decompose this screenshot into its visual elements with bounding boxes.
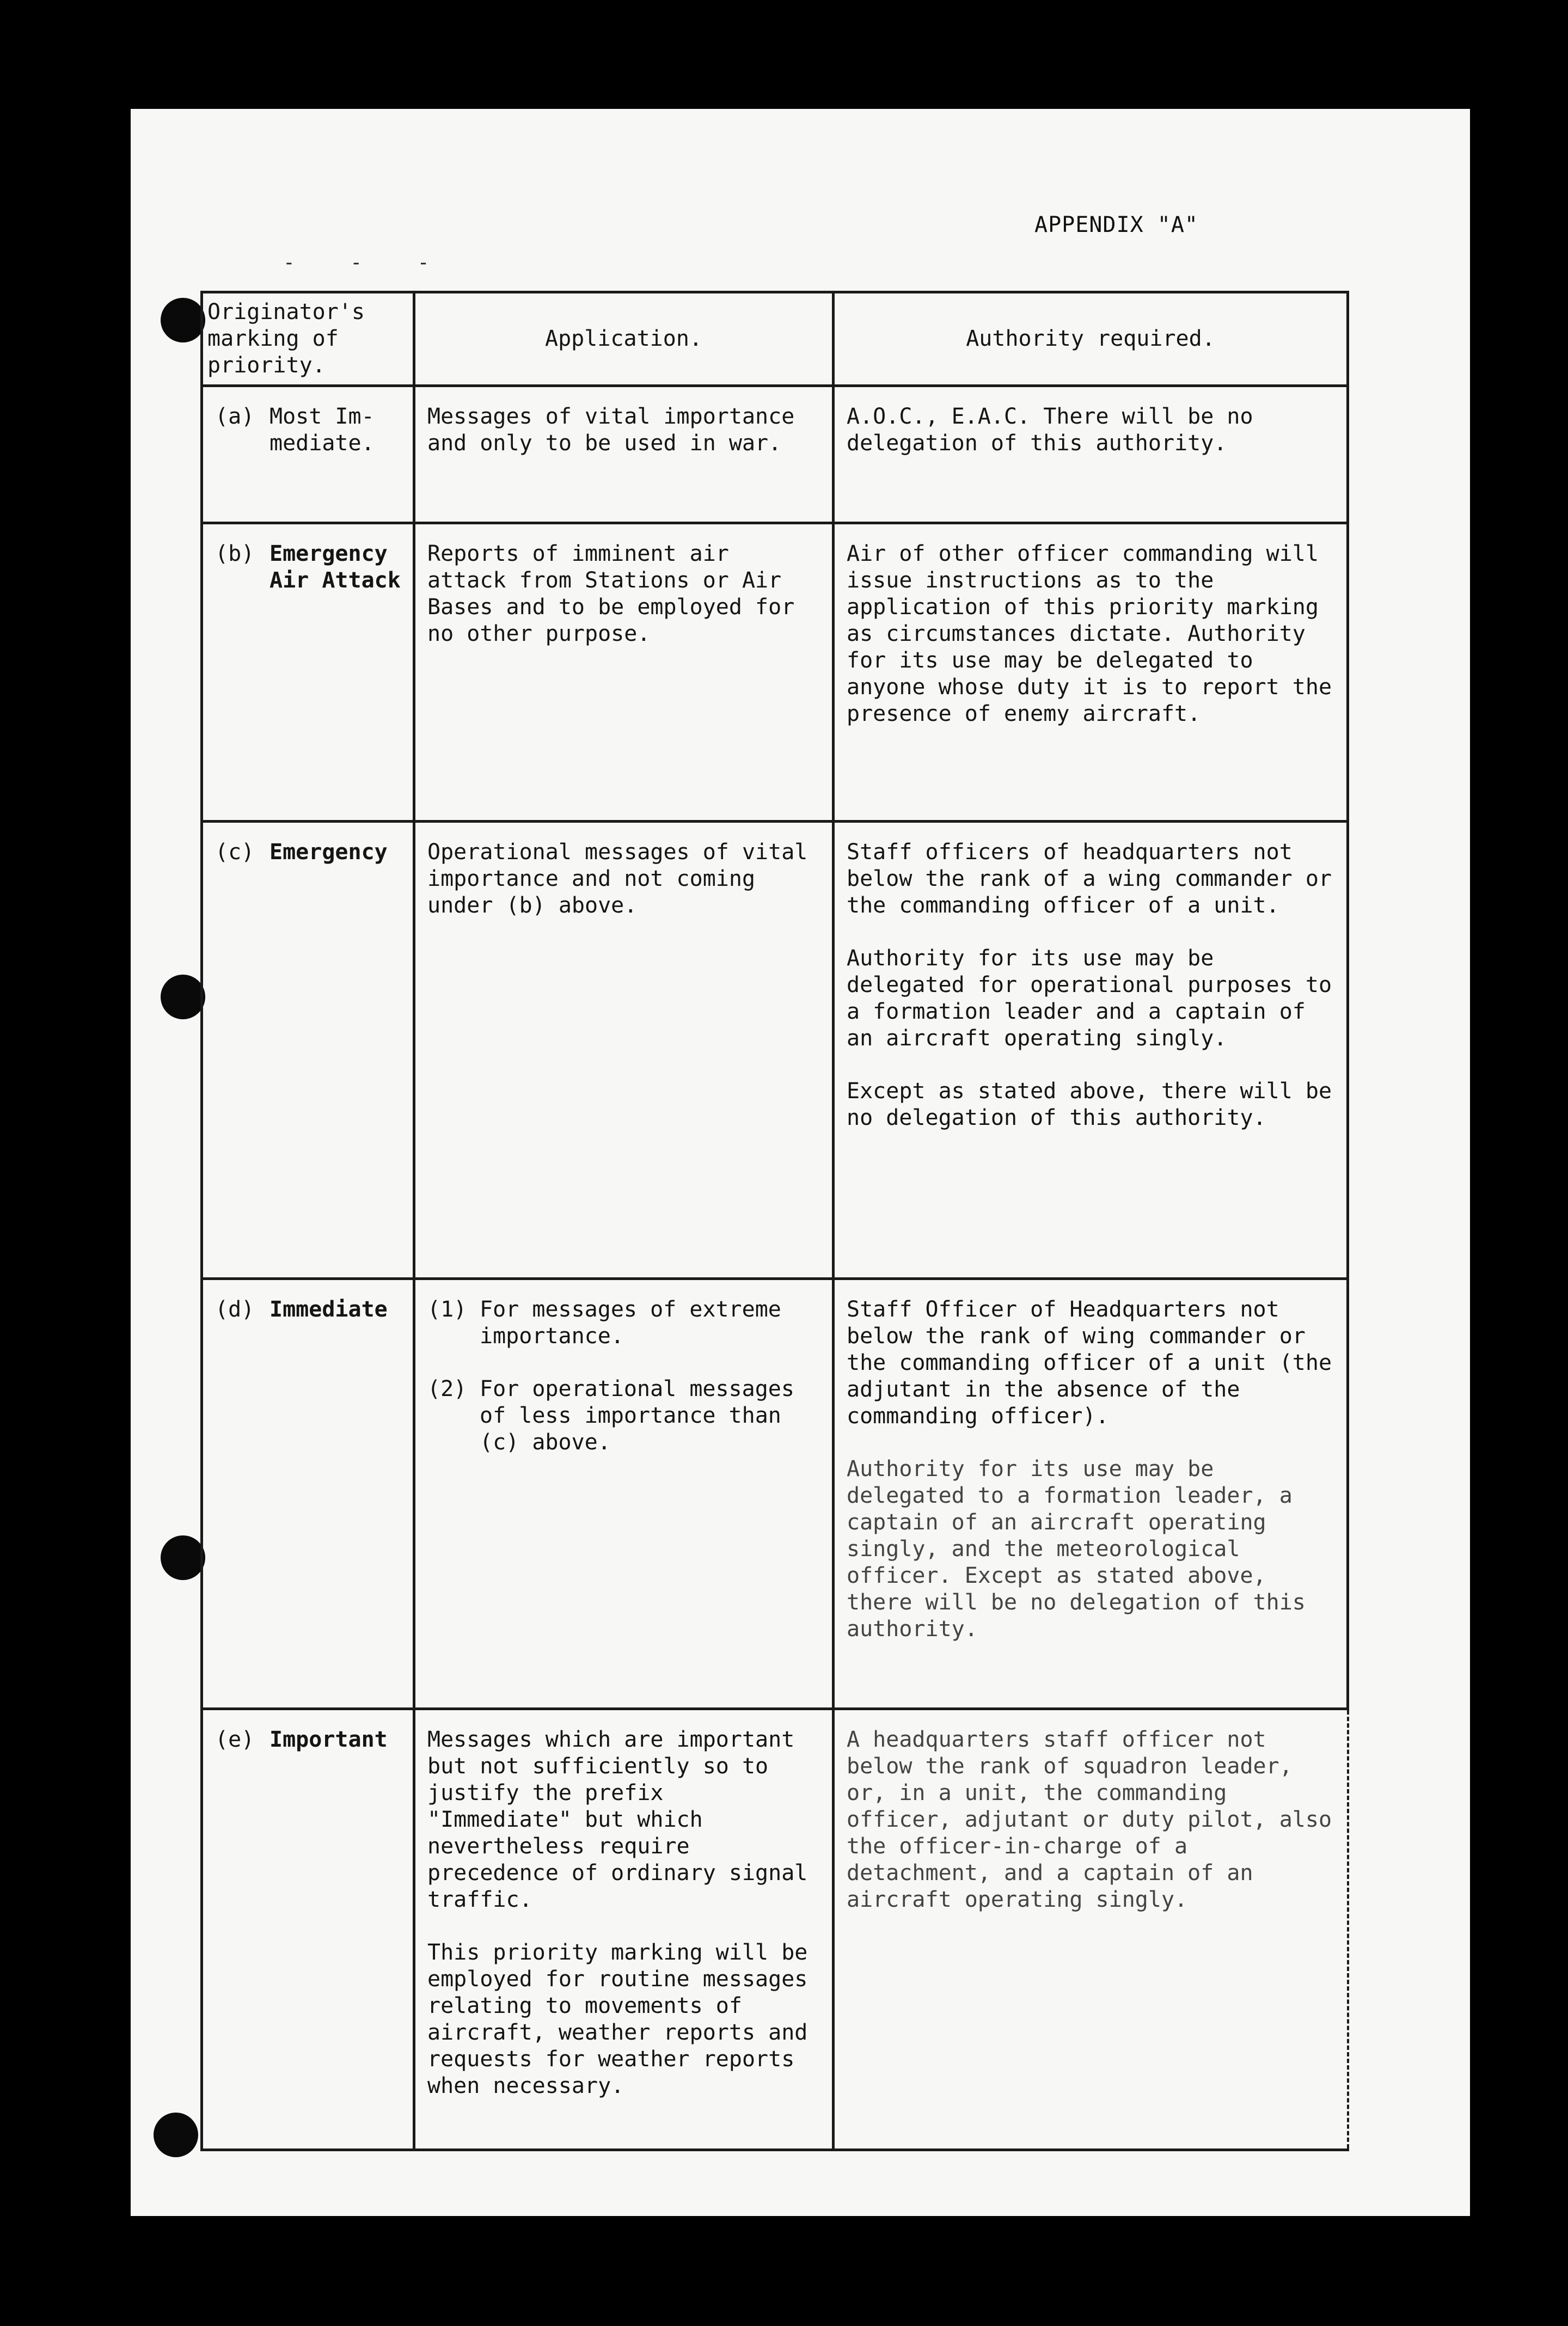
authority-cell: [834, 386, 1348, 523]
marking-text: Emergency: [270, 840, 388, 865]
authority-cell: [834, 523, 1348, 822]
application-cell: [414, 1279, 834, 1709]
document-page: [131, 109, 1470, 2216]
application-text: This priority marking will be employed for routine messages relating to movements of aircraft, weather reports and requests for weather reports when necessary.: [427, 1940, 808, 2098]
application-cell: [414, 1709, 834, 2150]
header-row: [202, 292, 1348, 386]
application-text: Operational messages of vital importance and not coming under (b) above.: [427, 840, 808, 918]
punch-hole: [161, 298, 205, 342]
marking-text: Emergency Air Attack: [270, 541, 401, 593]
authority-text: A.O.C., E.A.C. There will be no delegation of this authority.: [847, 404, 1253, 456]
list-text: For operational messages of less importance than (c) above.: [480, 1376, 794, 1455]
row-letter: (d): [215, 1297, 255, 1322]
marking-cell: [202, 822, 414, 1279]
table-row: [202, 523, 1348, 822]
marking-cell: [202, 1709, 414, 2150]
priority-table: [200, 291, 1349, 2151]
marking-text: Important: [270, 1727, 388, 1752]
punch-hole: [154, 2113, 198, 2157]
application-text: Reports of imminent air attack from Stations or Air Bases and to be employed for no other purpose.: [427, 541, 795, 646]
list-text: For messages of extreme importance.: [480, 1297, 781, 1349]
marking-text: Immediate: [270, 1297, 388, 1322]
authority-text: Except as stated above, there will be no delegation of this authority.: [847, 1079, 1332, 1130]
marking-cell: [202, 1279, 414, 1709]
authority-text: A headquarters staff officer not below the rank of squadron leader, or, in a unit, the commanding officer, adjutant or duty pilot, also the officer-in-charge of a detachment, and a captain of an aircraft operating singly.: [847, 1727, 1332, 1912]
marking-text: Most Im- mediate.: [270, 404, 375, 456]
authority-text: Authority for its use may be delegated to a formation leader, a captain of an aircraft operating singly, and the meteorological officer. Except as stated above, there will be no delegation of this authority.: [847, 1456, 1306, 1642]
table-row: [202, 386, 1348, 523]
appendix-title: APPENDIX "A": [1034, 212, 1198, 237]
table-row: [202, 1709, 1348, 2150]
application-cell: [414, 386, 834, 523]
application-cell: [414, 822, 834, 1279]
table-row: [202, 1279, 1348, 1709]
list-item: [427, 1296, 820, 1350]
marking-cell: [202, 523, 414, 822]
row-letter: (e): [215, 1727, 255, 1752]
list-number: (2): [427, 1376, 467, 1401]
authority-cell: [834, 1279, 1348, 1709]
authority-text: Air of other officer commanding will issue instructions as to the application of this priority marking as circumstances dictate. Authority for its use may be delegated to anyone whose duty it is to report the presence of enemy aircraft.: [847, 541, 1332, 726]
marking-cell: [202, 386, 414, 523]
row-letter: (c): [215, 840, 255, 865]
application-text: Messages which are important but not sufficiently so to justify the prefix "Immediate" but which nevertheless require precedence of ordinary signal traffic.: [427, 1727, 808, 1912]
header-authority: Authority required.: [834, 292, 1348, 386]
list-item: [427, 1376, 820, 1456]
application-cell: [414, 523, 834, 822]
header-application: Application.: [414, 292, 834, 386]
authority-cell: [834, 1709, 1348, 2150]
authority-text: Authority for its use may be delegated for operational purposes to a formation leader and a captain of an aircraft operating singly.: [847, 946, 1332, 1051]
row-letter: (b): [215, 541, 255, 566]
table-row: [202, 822, 1348, 1279]
authority-text: Staff officers of headquarters not below the rank of a wing commander or the commanding officer of a unit.: [847, 840, 1332, 918]
stray-marks: - - -: [283, 252, 451, 274]
punch-hole: [161, 1535, 205, 1580]
punch-hole: [161, 975, 205, 1019]
header-originator: Originator's marking of priority.: [202, 292, 414, 386]
row-letter: (a): [215, 404, 255, 429]
list-number: (1): [427, 1297, 467, 1322]
application-text: Messages of vital importance and only to be used in war.: [427, 404, 795, 456]
authority-text: Staff Officer of Headquarters not below the rank of wing commander or the commanding officer of a unit (the adjutant in the absence of the commanding officer).: [847, 1297, 1332, 1429]
authority-cell: [834, 822, 1348, 1279]
